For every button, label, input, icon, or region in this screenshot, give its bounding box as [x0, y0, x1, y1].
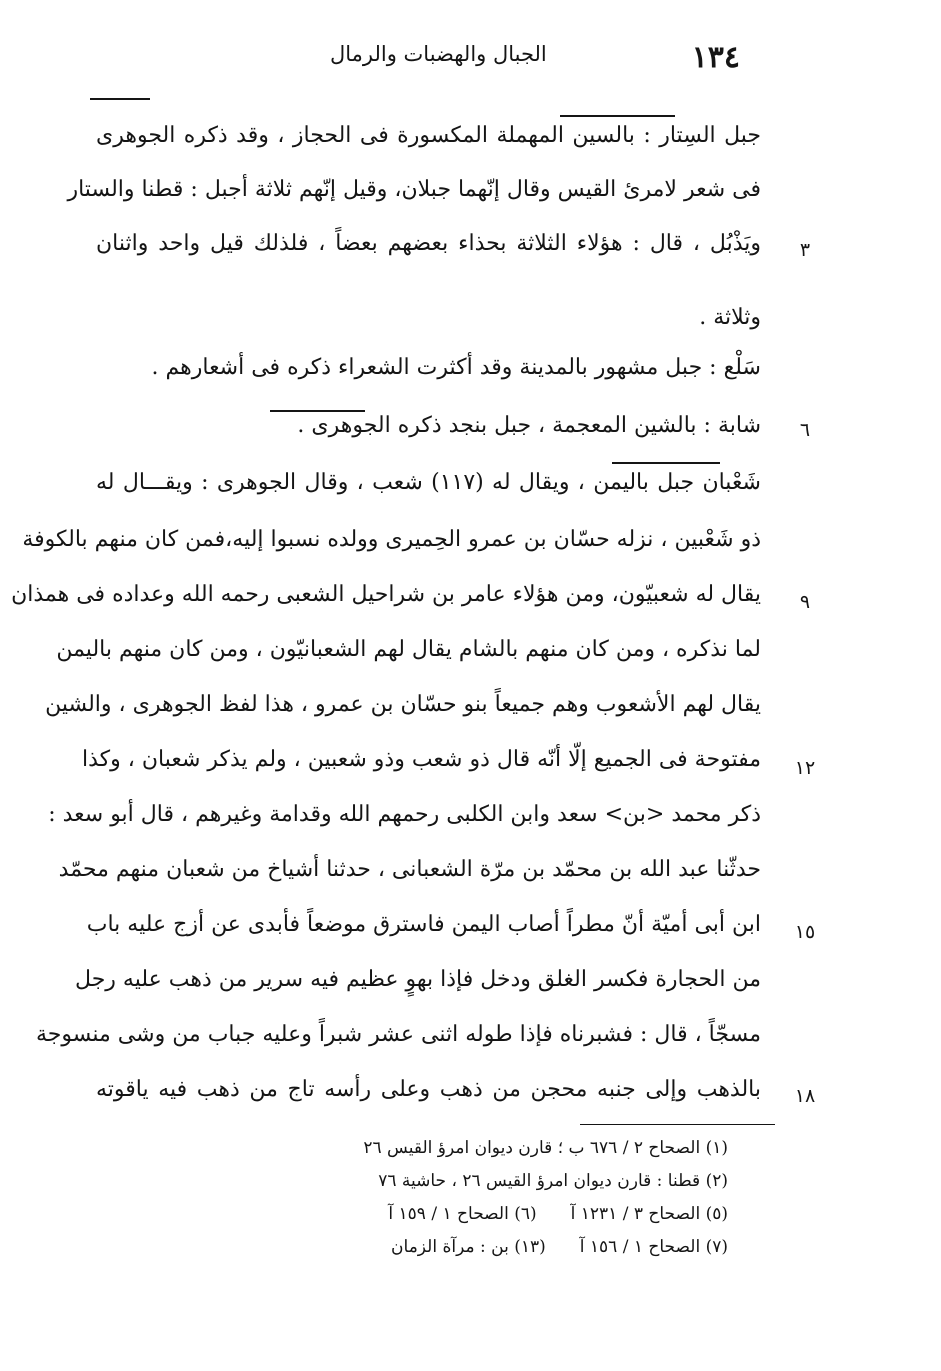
footnote-row	[268, 1231, 728, 1264]
text-line: شابة : بالشين المعجمة ، جبل بنجد ذكره الجوهرى .	[297, 413, 761, 438]
footnote-row	[268, 1198, 728, 1231]
page-number: ١٣٤	[691, 40, 740, 75]
text-line: شَعْبان جبل باليمن ، ويقال له (١١٧) شعب ، وقال الجوهرى : ويقـــال له	[96, 470, 761, 495]
line-number: ١٥	[794, 921, 816, 943]
line-number: ١٢	[794, 757, 816, 779]
page-header	[330, 30, 760, 80]
text-line: لما نذكره ، ومن كان منهم بالشام يقال لهم الشعبانيّون ، ومن كان منهم باليمن	[56, 637, 761, 662]
footnote: (٢) قطنا : قارن ديوان امرؤ القيس ٢٦ ، حاشية ٧٦	[378, 1171, 728, 1191]
footnote: (٥) الصحاح ٣ / ١٢٣١ آ	[570, 1204, 728, 1224]
text-line: مفتوحة فى الجميع إلّا أنّه قال ذو شعب وذو شعبين ، ولم يذكر شعبان ، وكذا	[82, 747, 761, 772]
footnote: (٦) الصحاح ١ / ١٥٩ آ	[388, 1204, 537, 1224]
running-head: الجبال والهضبات والرمال	[330, 42, 547, 66]
line-number: ١٨	[794, 1085, 816, 1107]
text-line: يقال له شعبيّون، ومن هؤلاء عامر بن شراحيل الشعبى رحمه الله وعداده فى همذان	[11, 582, 761, 607]
line-number: ٦	[799, 419, 811, 441]
line-number: ٩	[799, 591, 811, 613]
text-line: ابن أبى أميّة أنّ مطراً أصاب اليمن فاسترق موضعاً فأبدى عن أزج عليه باب	[86, 912, 761, 937]
text-line: جبل السِتار : بالسين المهملة المكسورة فى الحجاز ، وقد ذكره الجوهرى	[96, 123, 761, 148]
text-line: فى شعر لامرئ القيس وقال إنّهما جبلان، وقيل إنّهم ثلاثة أجبل : قطنا والستار	[67, 177, 761, 202]
footnote-separator	[580, 1124, 775, 1125]
text-line: وثلاثة .	[699, 305, 761, 330]
footnote: (٧) الصحاح ١ / ١٥٦ آ	[579, 1237, 728, 1257]
overline-rule	[90, 98, 150, 100]
text-line: يقال لهم الأشعوب وهم جميعاً بنو حسّان بن عمرو ، هذا لفظ الجوهرى ، والشين	[45, 692, 761, 717]
footnotes	[268, 1132, 728, 1264]
footnote: (١٣) بن : مرآة الزمان	[391, 1237, 546, 1257]
text-line: بالذهب وإلى جنبه محجن من ذهب وعلى رأسه تاج من ذهب فيه ياقوته	[96, 1077, 761, 1102]
text-line: من الحجارة فكسر الغلق ودخل فإذا بهوٍ عظيم فيه سرير من ذهب عليه رجل	[75, 967, 761, 992]
text-line: حدثّنا عبد الله بن محمّد بن مرّة الشعبانى ، حدثنا أشياخ من شعبان منهم محمّد	[58, 857, 761, 882]
text-line: سَلْع : جبل مشهور بالمدينة وقد أكثرت الشعراء ذكره فى أشعارهم .	[151, 355, 761, 380]
footnote: (١) الصحاح ٢ / ٦٧٦ ب ؛ قارن ديوان امرؤ القيس ٢٦	[363, 1138, 728, 1158]
text-line: مسجّاً ، قال : فشبرناه فإذا طوله اثنى عشر شبراً وعليه جباب من وشى منسوجة	[36, 1022, 761, 1047]
line-number: ٣	[799, 239, 811, 261]
text-line: ويَذْبُل ، قال : هؤلاء الثلاثة بحذاء بعضهم بعضاً ، فلذلك قيل واحد واثنان	[96, 231, 761, 256]
text-line: ذكر محمد <بن> سعد وابن الكلبى رحمهم الله وقدامة وغيرهم ، قال أبو سعد :	[48, 802, 761, 827]
text-line: ذو شَعْبين ، نزله حسّان بن عمرو الحِميرى وولده نسبوا إليه،فمن كان منهم بالكوفة	[22, 527, 761, 552]
